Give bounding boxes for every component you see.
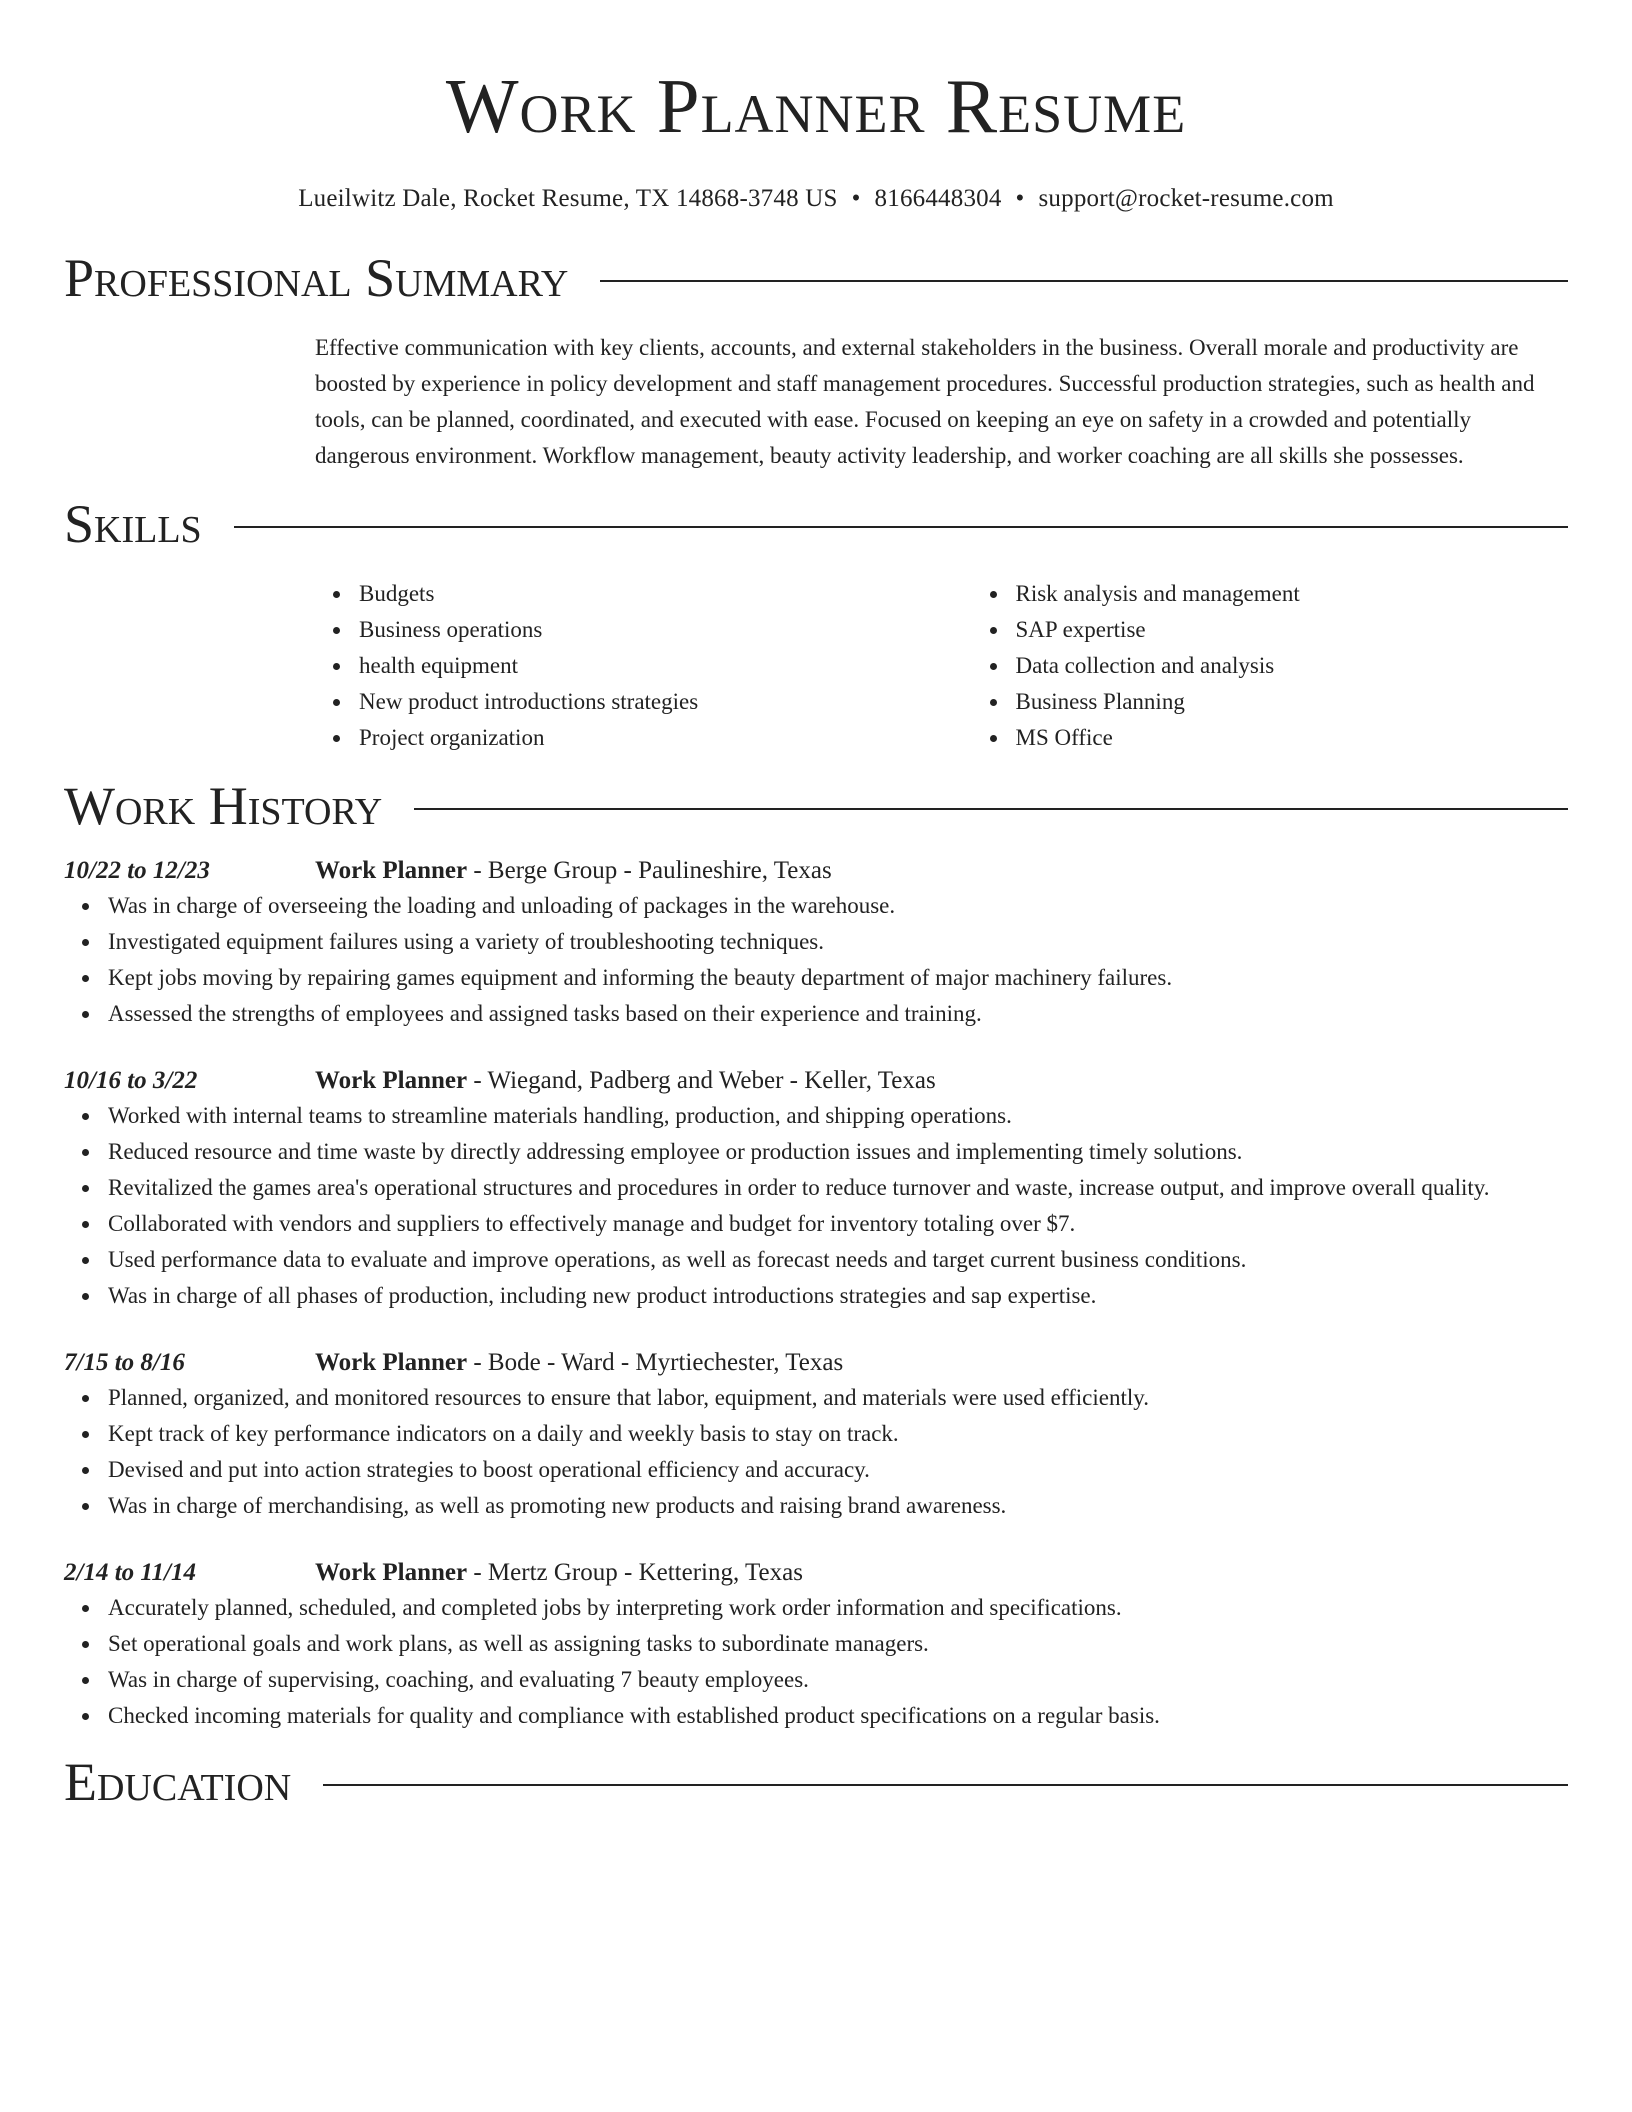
job-bullets (64, 1098, 1568, 1314)
job-header (64, 1064, 1568, 1098)
education-header (64, 1752, 1568, 1812)
section-divider (600, 280, 1568, 282)
job-entry (64, 854, 1568, 1032)
job-bullet: Used performance data to evaluate and improve operations, as well as forecast needs and target current business conditions. (64, 1242, 1568, 1278)
skill-item: Budgets (315, 576, 912, 612)
job-bullet: Reduced resource and time waste by directly addressing employee or production issues and implementing timely solutions. (64, 1134, 1568, 1170)
job-title: Work Planner (315, 1067, 468, 1094)
job-dates: 2/14 to 11/14 (64, 1559, 196, 1586)
resume-title: Work Planner Resume (445, 63, 1187, 149)
job-bullets (64, 1380, 1568, 1524)
contact-address: Lueilwitz Dale, Rocket Resume, TX 14868-3748 US (298, 185, 838, 212)
skills-header (64, 494, 1568, 554)
skill-item: Business operations (315, 612, 912, 648)
job-dates: 10/22 to 12/23 (64, 857, 210, 884)
skill-item: Data collection and analysis (972, 648, 1569, 684)
job-bullet: Planned, organized, and monitored resources to ensure that labor, equipment, and materials were used efficiently. (64, 1380, 1568, 1416)
job-title-line (315, 1556, 803, 1590)
job-title-line (315, 1064, 936, 1098)
section-divider (323, 1784, 1568, 1786)
job-details: - Mertz Group - Kettering, Texas (467, 1559, 803, 1586)
job-bullet: Kept track of key performance indicators on a daily and weekly basis to stay on track. (64, 1416, 1568, 1452)
job-bullet: Investigated equipment failures using a variety of troubleshooting techniques. (64, 924, 1568, 960)
skill-item: New product introductions strategies (315, 684, 912, 720)
job-title: Work Planner (315, 1559, 468, 1586)
contact-line (64, 184, 1568, 214)
skills-column-left (315, 576, 912, 756)
job-bullet: Checked incoming materials for quality and compliance with established product specifications on a regular basis. (64, 1698, 1568, 1734)
job-entry (64, 1346, 1568, 1524)
job-bullet: Worked with internal teams to streamline materials handling, production, and shipping operations. (64, 1098, 1568, 1134)
job-bullet: Was in charge of supervising, coaching, and evaluating 7 beauty employees. (64, 1662, 1568, 1698)
job-bullet: Kept jobs moving by repairing games equipment and informing the beauty department of major machinery failures. (64, 960, 1568, 996)
job-header (64, 1346, 1568, 1380)
job-entry (64, 1064, 1568, 1314)
contact-separator: • (851, 185, 861, 212)
job-dates: 10/16 to 3/22 (64, 1067, 198, 1094)
job-bullet: Collaborated with vendors and suppliers to effectively manage and budget for inventory totaling over $7. (64, 1206, 1568, 1242)
section-divider (234, 526, 1568, 528)
job-header (64, 1556, 1568, 1590)
contact-separator: • (1015, 185, 1025, 212)
skills-column-right (972, 576, 1569, 756)
job-details: - Bode - Ward - Myrtiechester, Texas (467, 1349, 844, 1376)
job-bullet: Devised and put into action strategies to boost operational efficiency and accuracy. (64, 1452, 1568, 1488)
education-heading: Education (64, 1752, 292, 1812)
job-bullet: Assessed the strengths of employees and assigned tasks based on their experience and training. (64, 996, 1568, 1032)
job-entry (64, 1556, 1568, 1734)
job-title: Work Planner (315, 1349, 468, 1376)
skill-item: MS Office (972, 720, 1569, 756)
skill-item: Business Planning (972, 684, 1569, 720)
job-bullet: Accurately planned, scheduled, and completed jobs by interpreting work order information and specifications. (64, 1590, 1568, 1626)
summary-section (64, 248, 1568, 474)
skills-section (64, 494, 1568, 756)
education-section (64, 1752, 1568, 1812)
job-header (64, 854, 1568, 888)
work-history-section (64, 776, 1568, 1734)
job-details: - Wiegand, Padberg and Weber - Keller, Texas (467, 1067, 936, 1094)
skills-heading: Skills (64, 494, 202, 554)
contact-email: support@rocket-resume.com (1038, 185, 1334, 212)
section-divider (414, 808, 1568, 810)
job-bullet: Was in charge of overseeing the loading and unloading of packages in the warehouse. (64, 888, 1568, 924)
contact-phone: 8166448304 (874, 185, 1002, 212)
summary-text: Effective communication with key clients, accounts, and external stakeholders in the business. Overall morale and productivity are boosted by experience in policy development and staff management procedures. Successful production strategies, such as health and tools, can be planned, coordinated, and executed with ease. Focused on keeping an eye on safety in a crowded and potentially dangerous environment. Workflow management, beauty activity leadership, and worker coaching are all skills she possesses. (315, 335, 1535, 468)
skill-item: health equipment (315, 648, 912, 684)
job-bullets (64, 888, 1568, 1032)
job-dates: 7/15 to 8/16 (64, 1349, 185, 1376)
summary-header (64, 248, 1568, 308)
work-history-heading: Work History (64, 776, 383, 836)
job-title: Work Planner (315, 857, 468, 884)
job-bullets (64, 1590, 1568, 1734)
job-bullet: Was in charge of all phases of production, including new product introductions strategies and sap expertise. (64, 1278, 1568, 1314)
job-title-line (315, 1346, 843, 1380)
skills-list (315, 576, 1568, 756)
job-bullet: Was in charge of merchandising, as well as promoting new products and raising brand awareness. (64, 1488, 1568, 1524)
skill-item: Project organization (315, 720, 912, 756)
skill-item: Risk analysis and management (972, 576, 1569, 612)
job-title-line (315, 854, 832, 888)
summary-heading: Professional Summary (64, 248, 569, 308)
skill-item: SAP expertise (972, 612, 1569, 648)
job-bullet: Set operational goals and work plans, as well as assigning tasks to subordinate managers. (64, 1626, 1568, 1662)
work-history-header (64, 776, 1568, 836)
job-bullet: Revitalized the games area's operational structures and procedures in order to reduce turnover and waste, increase output, and improve overall quality. (64, 1170, 1568, 1206)
job-details: - Berge Group - Paulineshire, Texas (467, 857, 832, 884)
